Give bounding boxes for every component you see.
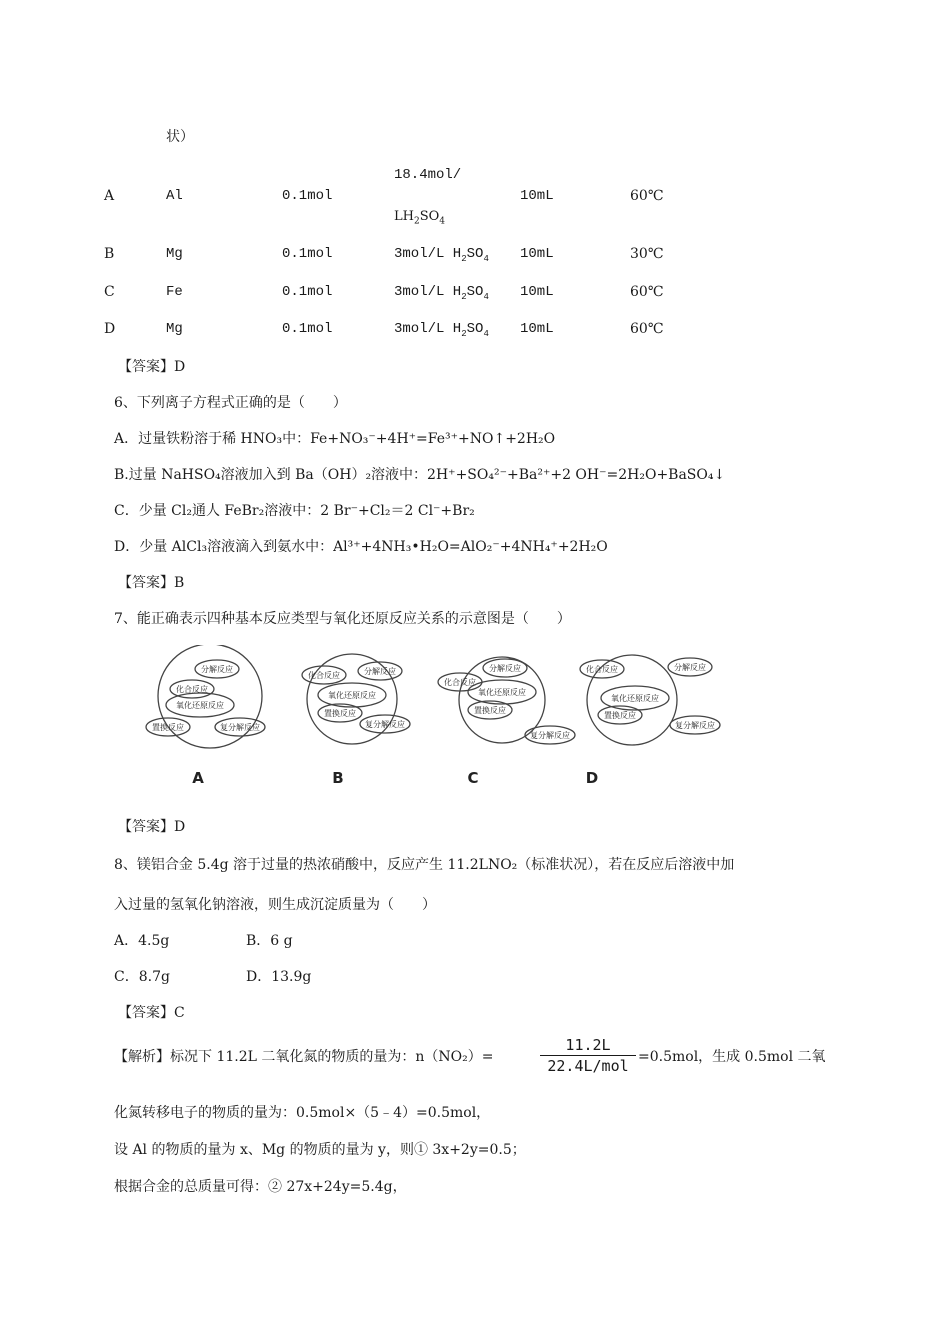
diagram-label: 分解反应 bbox=[489, 664, 521, 673]
diagram-label: 化合反应 bbox=[586, 665, 618, 674]
row-acid: 3mol/L $H_2SO_4$ bbox=[394, 321, 489, 339]
table-header-tail: 状） bbox=[166, 129, 194, 145]
question-7-stem: 7、能正确表示四种基本反应类型与氧化还原反应关系的示意图是（ ） bbox=[114, 611, 571, 627]
row-metal: Mg bbox=[166, 246, 183, 262]
question-6-option-b: B.过量 NaHSO₄溶液加入到 Ba（OH）₂溶液中：2H⁺+SO₄²⁻+Ba²⁺+2 OH⁻=2H₂O+BaSO₄↓ bbox=[114, 467, 726, 483]
diagram-label: 化合反应 bbox=[308, 671, 340, 680]
answer-6: 【答案】B bbox=[118, 575, 185, 591]
row-option: C bbox=[104, 284, 115, 300]
analysis-prefix: 【解析】 bbox=[114, 1049, 170, 1065]
row-option: B bbox=[104, 246, 115, 262]
row-metal: Fe bbox=[166, 284, 183, 300]
reaction-type-diagrams bbox=[0, 645, 950, 795]
row-acid-line2: $LH_2SO_4$ bbox=[394, 209, 446, 227]
row-metal: Mg bbox=[166, 321, 183, 337]
diagram-label: 复分解反应 bbox=[365, 720, 405, 729]
row-metal: Al bbox=[166, 188, 183, 204]
analysis-line3: 设 Al 的物质的量为 x、Mg 的物质的量为 y，则① 3x+2y=0.5； bbox=[114, 1142, 526, 1158]
row-temp: 60℃ bbox=[630, 321, 664, 337]
fraction-denominator: 22.4L/mol bbox=[547, 1057, 629, 1075]
diagram-label: 置换反应 bbox=[324, 709, 356, 718]
diagram-label: 氧化还原反应 bbox=[611, 694, 659, 703]
row-acid: 3mol/L $H_2SO_4$ bbox=[394, 284, 489, 302]
question-8-option-a: A．4.5g bbox=[114, 933, 170, 949]
diagram-label: 复分解反应 bbox=[675, 721, 715, 730]
answer-5: 【答案】D bbox=[118, 359, 186, 375]
fraction bbox=[540, 1036, 636, 1075]
row-temp: 30℃ bbox=[630, 246, 664, 262]
row-temp: 60℃ bbox=[630, 284, 664, 300]
question-8-option-c: C．8.7g bbox=[114, 969, 170, 985]
row-amount: 0.1mol bbox=[282, 284, 333, 300]
question-8-stem-line2: 入过量的氢氧化钠溶液，则生成沉淀质量为（ ） bbox=[114, 897, 436, 913]
analysis-line1-tail: =0.5mol，生成 0.5mol 二氧 bbox=[638, 1049, 826, 1065]
row-amount: 0.1mol bbox=[282, 321, 333, 337]
question-8-option-d: D．13.9g bbox=[246, 969, 312, 985]
analysis-line4: 根据合金的总质量可得：② 27x+24y=5.4g， bbox=[114, 1179, 407, 1195]
question-6-option-c: C．少量 Cl₂通人 FeBr₂溶液中：2 Br⁻+Cl₂＝2 Cl⁻+Br₂ bbox=[114, 503, 475, 519]
diagram-label: 分解反应 bbox=[674, 663, 706, 672]
fraction-numerator: 11.2L bbox=[565, 1036, 611, 1054]
analysis-line2: 化氮转移电子的物质的量为：0.5mol×（5﹣4）=0.5mol， bbox=[114, 1105, 491, 1121]
diagram-label: 氧化还原反应 bbox=[328, 691, 376, 700]
row-volume: 10mL bbox=[520, 321, 554, 337]
row-option: A bbox=[104, 188, 115, 204]
diagram-label: 化合反应 bbox=[444, 678, 476, 687]
diagram-label: 置换反应 bbox=[474, 706, 506, 715]
row-option: D bbox=[104, 321, 116, 337]
answer-7: 【答案】D bbox=[118, 819, 186, 835]
row-volume: 10mL bbox=[520, 188, 554, 204]
diagram-option-label: D bbox=[585, 769, 599, 787]
diagram-option-label: A bbox=[192, 769, 204, 787]
diagram-label: 氧化还原反应 bbox=[176, 701, 224, 710]
row-acid-line1: 18.4mol/ bbox=[394, 167, 462, 183]
diagram-label: 氧化还原反应 bbox=[478, 688, 526, 697]
question-8-stem-line1: 8、镁铝合金 5.4g 溶于过量的热浓硝酸中，反应产生 11.2LNO₂（标准状况），若在反应后溶液中加 bbox=[114, 857, 735, 873]
diagram-label: 分解反应 bbox=[364, 667, 396, 676]
diagram-label: 复分解反应 bbox=[220, 723, 260, 732]
row-acid: 3mol/L $H_2SO_4$ bbox=[394, 246, 489, 264]
row-temp: 60℃ bbox=[630, 188, 664, 204]
question-6-option-d: D．少量 AlCl₃溶液滴入到氨水中：Al³⁺+4NH₃•H₂O=AlO₂⁻+4NH₄⁺+2H₂O bbox=[114, 539, 608, 555]
diagram-label: 置换反应 bbox=[604, 711, 636, 720]
diagram-label: 置换反应 bbox=[152, 723, 184, 732]
diagram-option-label: B bbox=[332, 769, 344, 787]
row-volume: 10mL bbox=[520, 284, 554, 300]
diagram-label: 复分解反应 bbox=[530, 731, 570, 740]
question-6-stem: 6、下列离子方程式正确的是（ ） bbox=[114, 395, 347, 411]
answer-8: 【答案】C bbox=[118, 1005, 185, 1021]
diagram-label: 分解反应 bbox=[201, 665, 233, 674]
diagram-label: 化合反应 bbox=[176, 685, 208, 694]
question-8-option-b: B．6 g bbox=[246, 933, 293, 949]
row-amount: 0.1mol bbox=[282, 188, 333, 204]
question-6-option-a: A．过量铁粉溶于稀 HNO₃中：Fe+NO₃⁻+4H⁺=Fe³⁺+NO↑+2H₂O bbox=[114, 431, 556, 447]
row-volume: 10mL bbox=[520, 246, 554, 262]
diagram-option-label: C bbox=[467, 769, 479, 787]
row-amount: 0.1mol bbox=[282, 246, 333, 262]
analysis-line1: 【解析】标况下 11.2L 二氧化氮的物质的量为：n（NO₂）= bbox=[114, 1049, 494, 1065]
